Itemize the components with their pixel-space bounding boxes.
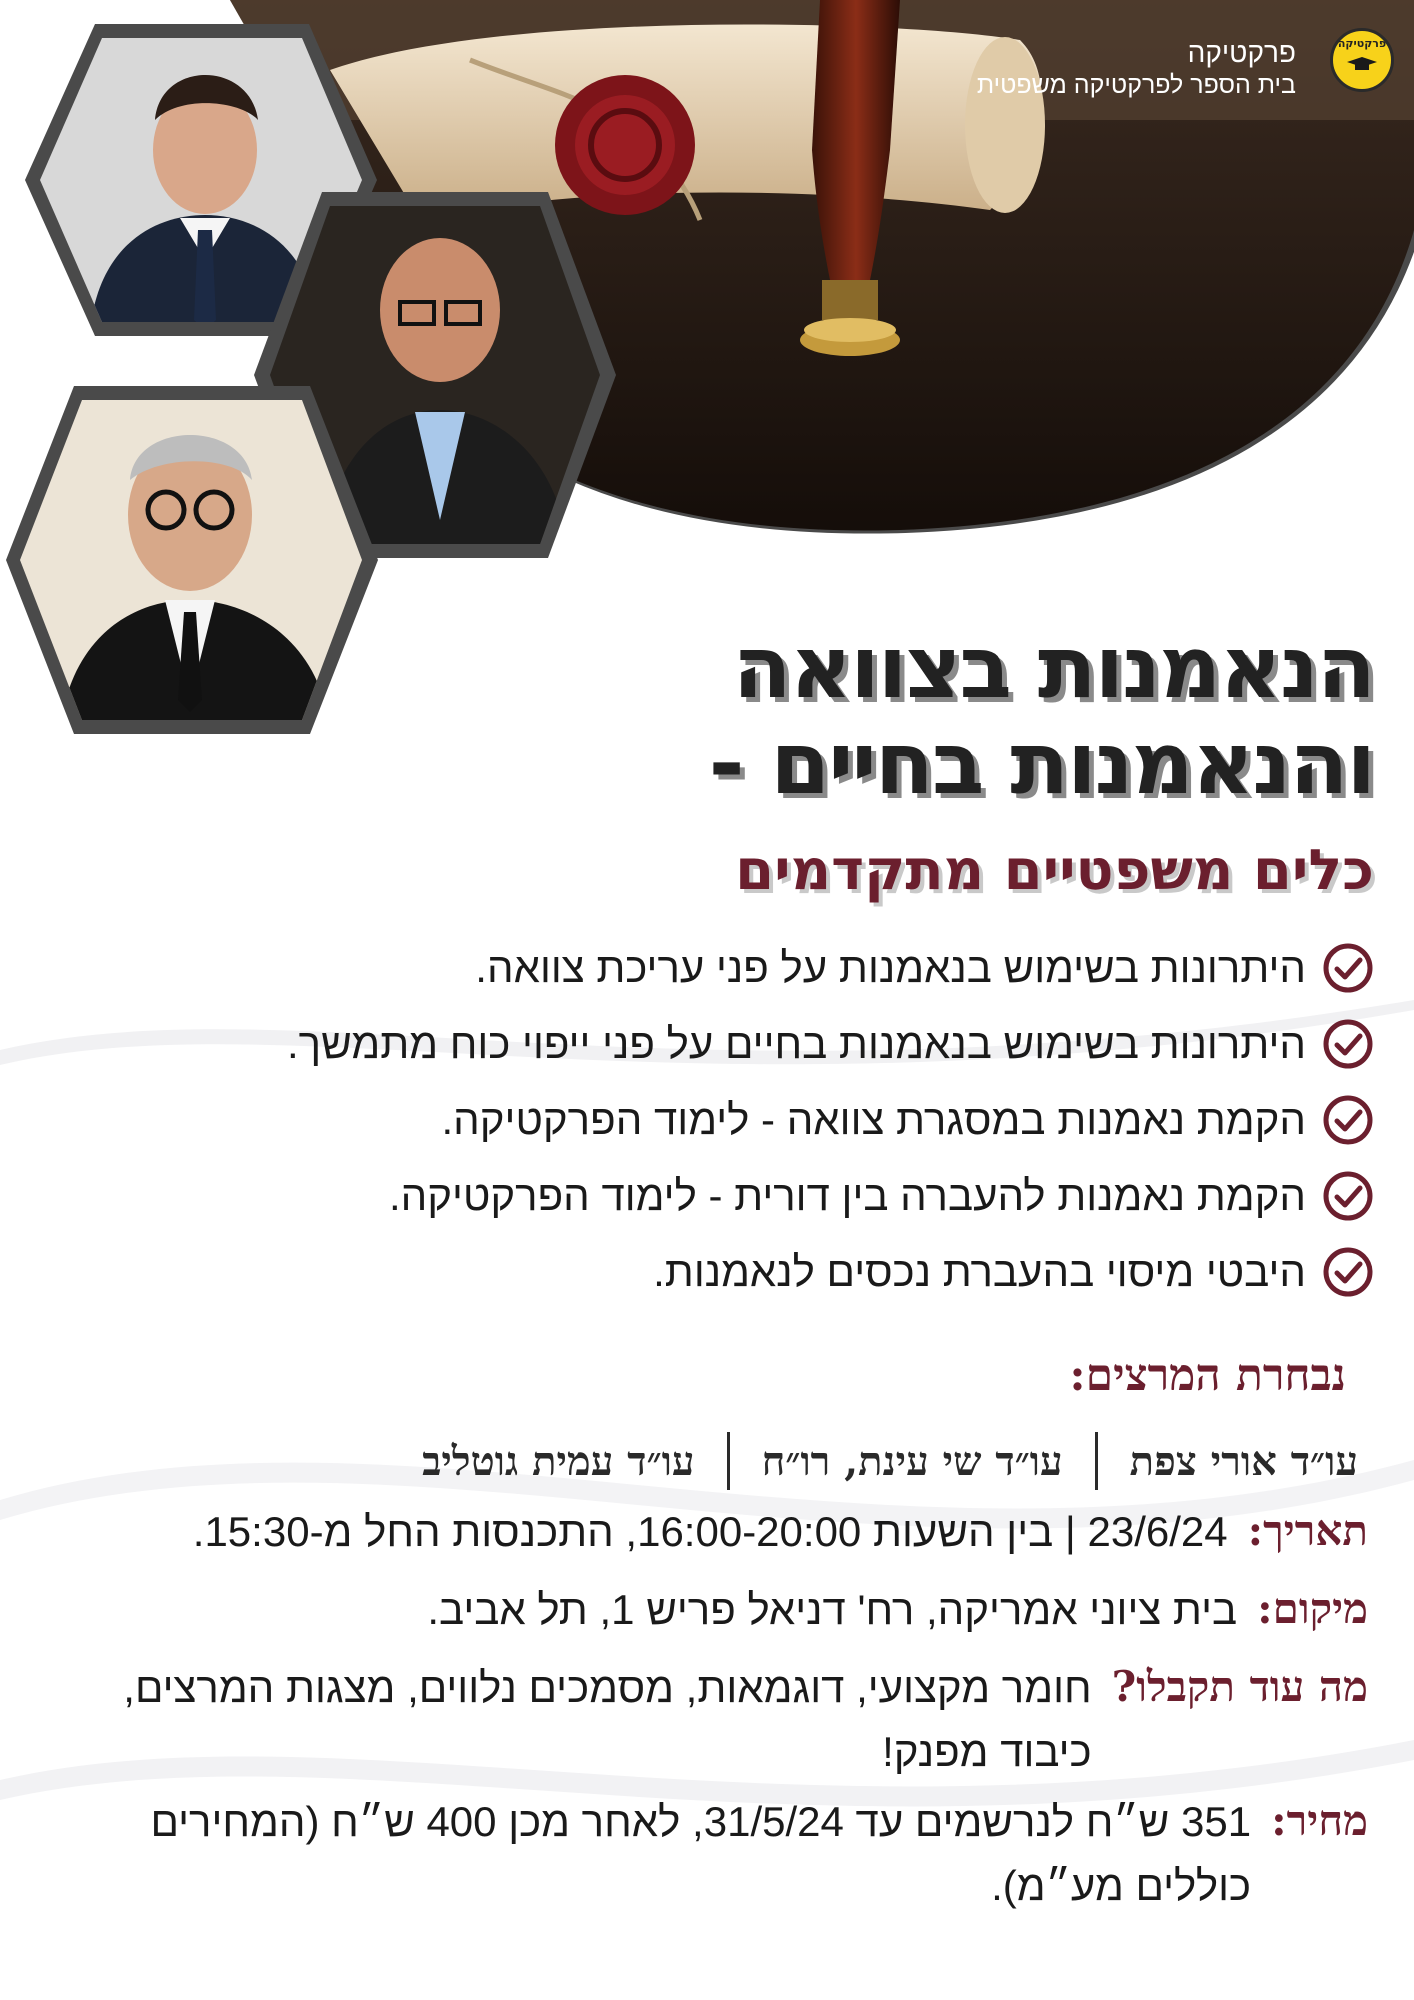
list-item-text: היתרונות בשימוש בנאמנות על פני עריכת צוואה. [475,944,1306,991]
list-item [54,1234,1374,1310]
speakers-list [58,1432,1358,1490]
list-item-text: הקמת נאמנות להעברה בין דורית - לימוד הפרקטיקה. [388,1172,1306,1219]
date-value: 23/6/24 | בין השעות 16:00-20:00, התכנסות החל מ-15:30. [192,1508,1228,1555]
list-item [54,1082,1374,1158]
extras-label: מה עוד תקבלו? [1111,1662,1368,1711]
graduation-cap-icon [1347,57,1377,71]
price-label: מחיר: [1271,1796,1368,1845]
date-label: תאריך: [1247,1506,1368,1555]
brand-subtitle: בית הספר לפרקטיקה משפטית [976,71,1296,99]
logo-text: פרקטיקה [1337,37,1387,50]
location-label: מיקום: [1257,1584,1368,1633]
separator [1095,1432,1098,1490]
title-line-2: והנאמנות בחיים - [708,714,1374,814]
list-item-text: הקמת נאמנות במסגרת צוואה - לימוד הפרקטיקה. [441,1096,1306,1143]
price-value: 351 ש״ח לנרשמים עד 31/5/24, לאחר מכן 400 ש״ח (המחירים כוללים מע״מ). [150,1798,1252,1909]
list-item [54,1006,1374,1082]
extras-value: חומר מקצועי, דוגמאות, מסמכים נלווים, מצגות המרצים, כיבוד מפנק! [123,1664,1092,1775]
brand-logo [1330,28,1394,92]
list-item-text: היבטי מיסוי בהעברת נכסים לנאמנות. [653,1248,1306,1295]
location-value: בית ציוני אמריקה, רח' דניאל פריש 1, תל אביב. [427,1586,1238,1633]
list-item-text: היתרונות בשימוש בנאמנות בחיים על פני ייפוי כוח מתמשך. [287,1020,1306,1067]
price-row [38,1790,1368,1918]
extras-row [38,1656,1368,1784]
separator [727,1432,730,1490]
list-item [54,1158,1374,1234]
main-title [174,620,1374,812]
title-line-1: הנאמנות בצוואה [732,618,1374,718]
list-item [54,930,1374,1006]
brand-name: פרקטיקה [1187,37,1296,68]
check-circle-icon [1322,1018,1374,1070]
brand-block [977,36,1296,100]
speakers-heading: נבחרת המרצים: [1069,1350,1346,1401]
check-circle-icon [1322,1170,1374,1222]
date-row [38,1500,1368,1564]
location-row [38,1578,1368,1642]
topics-list [54,930,1374,1310]
speaker-name: עו״ד שי עינת, רו״ח [761,1437,1063,1485]
check-circle-icon [1322,1094,1374,1146]
check-circle-icon [1322,1246,1374,1298]
speaker-name: עו״ד אורי צפת [1129,1437,1358,1485]
main-subtitle: כלים משפטיים מתקדמים [735,838,1374,903]
check-circle-icon [1322,942,1374,994]
speaker-name: עו״ד עמית גוטליב [422,1437,695,1485]
